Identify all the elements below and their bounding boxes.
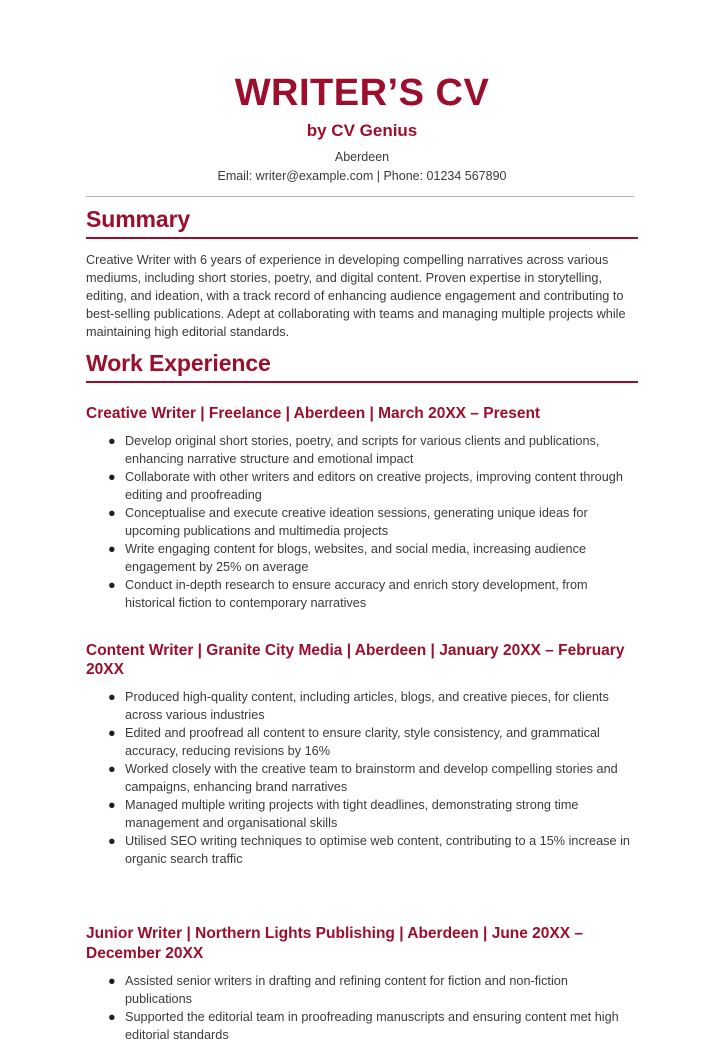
list-item-text: Conceptualise and execute creative ideation sessions, generating unique ideas for upcoming publications and multimedia projects [125, 506, 588, 539]
list-item [86, 760, 638, 796]
summary-text: Creative Writer with 6 years of experience in developing compelling narratives across various mediums, including short stories, poetry, and digital content. Proven expertise in storytelling, editing, and ideation, with a track record of enhancing audience engagement and contributing to best-selling publications. Adept at collaborating with teams and managing multiple projects while maintaining high editorial standards. [86, 253, 626, 340]
job-bullets [86, 432, 638, 612]
list-item-text: Develop original short stories, poetry, and scripts for various clients and publications, enhancing narrative structure and emotional impact [125, 434, 600, 467]
list-item [86, 540, 638, 576]
job-bullets [86, 972, 638, 1044]
summary-heading-rule [86, 237, 638, 240]
job-title: Content Writer | Granite City Media | Aberdeen | January 20XX – February 20XX [86, 641, 625, 679]
job-title: Junior Writer | Northern Lights Publishing | Aberdeen | June 20XX – December 20XX [86, 925, 584, 963]
list-item [86, 432, 638, 468]
cv-header [86, 0, 638, 185]
bullet-icon: ● [108, 690, 116, 705]
list-item-text: Produced high-quality content, including articles, blogs, and creative pieces, for clients across various industries [125, 690, 609, 723]
list-item-text: Conduct in-depth research to ensure accuracy and enrich story development, from historical fiction to contemporary narratives [125, 578, 588, 611]
job-entry [86, 404, 638, 612]
bullet-icon: ● [108, 506, 116, 521]
work-experience-heading: Work Experience [86, 350, 271, 377]
bullet-icon: ● [108, 434, 116, 449]
bullet-icon: ● [108, 974, 116, 989]
list-item [86, 504, 638, 540]
work-experience-heading-rule [86, 381, 638, 384]
list-item [86, 832, 638, 868]
list-item-text: Edited and proofread all content to ensure clarity, style consistency, and grammatical accuracy, reducing revisions by 16% [125, 726, 600, 759]
list-item [86, 468, 638, 504]
bullet-icon: ● [108, 470, 116, 485]
bullet-icon: ● [108, 762, 116, 777]
page-title: WRITER’S CV [234, 72, 490, 114]
list-item-text: Collaborate with other writers and editors on creative projects, improving content through editing and proofreading [125, 470, 623, 503]
list-item-text: Utilised SEO writing techniques to optimise web content, contributing to a 15% increase in organic search traffic [125, 834, 630, 867]
work-experience-section [86, 350, 638, 1044]
job-entry [86, 641, 638, 869]
list-item [86, 576, 638, 612]
cv-contact-line: Email: writer@example.com | Phone: 01234 567890 [217, 169, 507, 184]
summary-heading: Summary [86, 206, 191, 233]
bullet-icon: ● [108, 542, 116, 557]
list-item-text: Managed multiple writing projects with tight deadlines, demonstrating strong time management and organisational skills [125, 798, 579, 831]
job-bullets [86, 688, 638, 868]
list-item-text: Assisted senior writers in drafting and refining content for fiction and non-fiction publications [125, 974, 568, 1007]
list-item [86, 1008, 638, 1044]
list-item-text: Worked closely with the creative team to brainstorm and develop compelling stories and campaigns, enhancing brand narratives [125, 762, 618, 795]
cv-byline: by CV Genius [306, 120, 418, 140]
bullet-icon: ● [108, 798, 116, 813]
bullet-icon: ● [108, 726, 116, 741]
header-divider [86, 196, 634, 197]
bullet-icon: ● [108, 1010, 116, 1025]
list-item-text: Supported the editorial team in proofreading manuscripts and ensuring content met high editorial standards [125, 1010, 619, 1043]
list-item [86, 796, 638, 832]
list-item [86, 688, 638, 724]
job-entry [86, 924, 638, 1044]
bullet-icon: ● [108, 834, 116, 849]
summary-section [86, 206, 638, 341]
list-item-text: Write engaging content for blogs, websites, and social media, increasing audience engagement by 25% on average [125, 542, 587, 575]
list-item [86, 972, 638, 1008]
cv-location: Aberdeen [334, 150, 390, 165]
job-title: Creative Writer | Freelance | Aberdeen | March 20XX – Present [86, 405, 541, 423]
bullet-icon: ● [108, 578, 116, 593]
list-item [86, 724, 638, 760]
